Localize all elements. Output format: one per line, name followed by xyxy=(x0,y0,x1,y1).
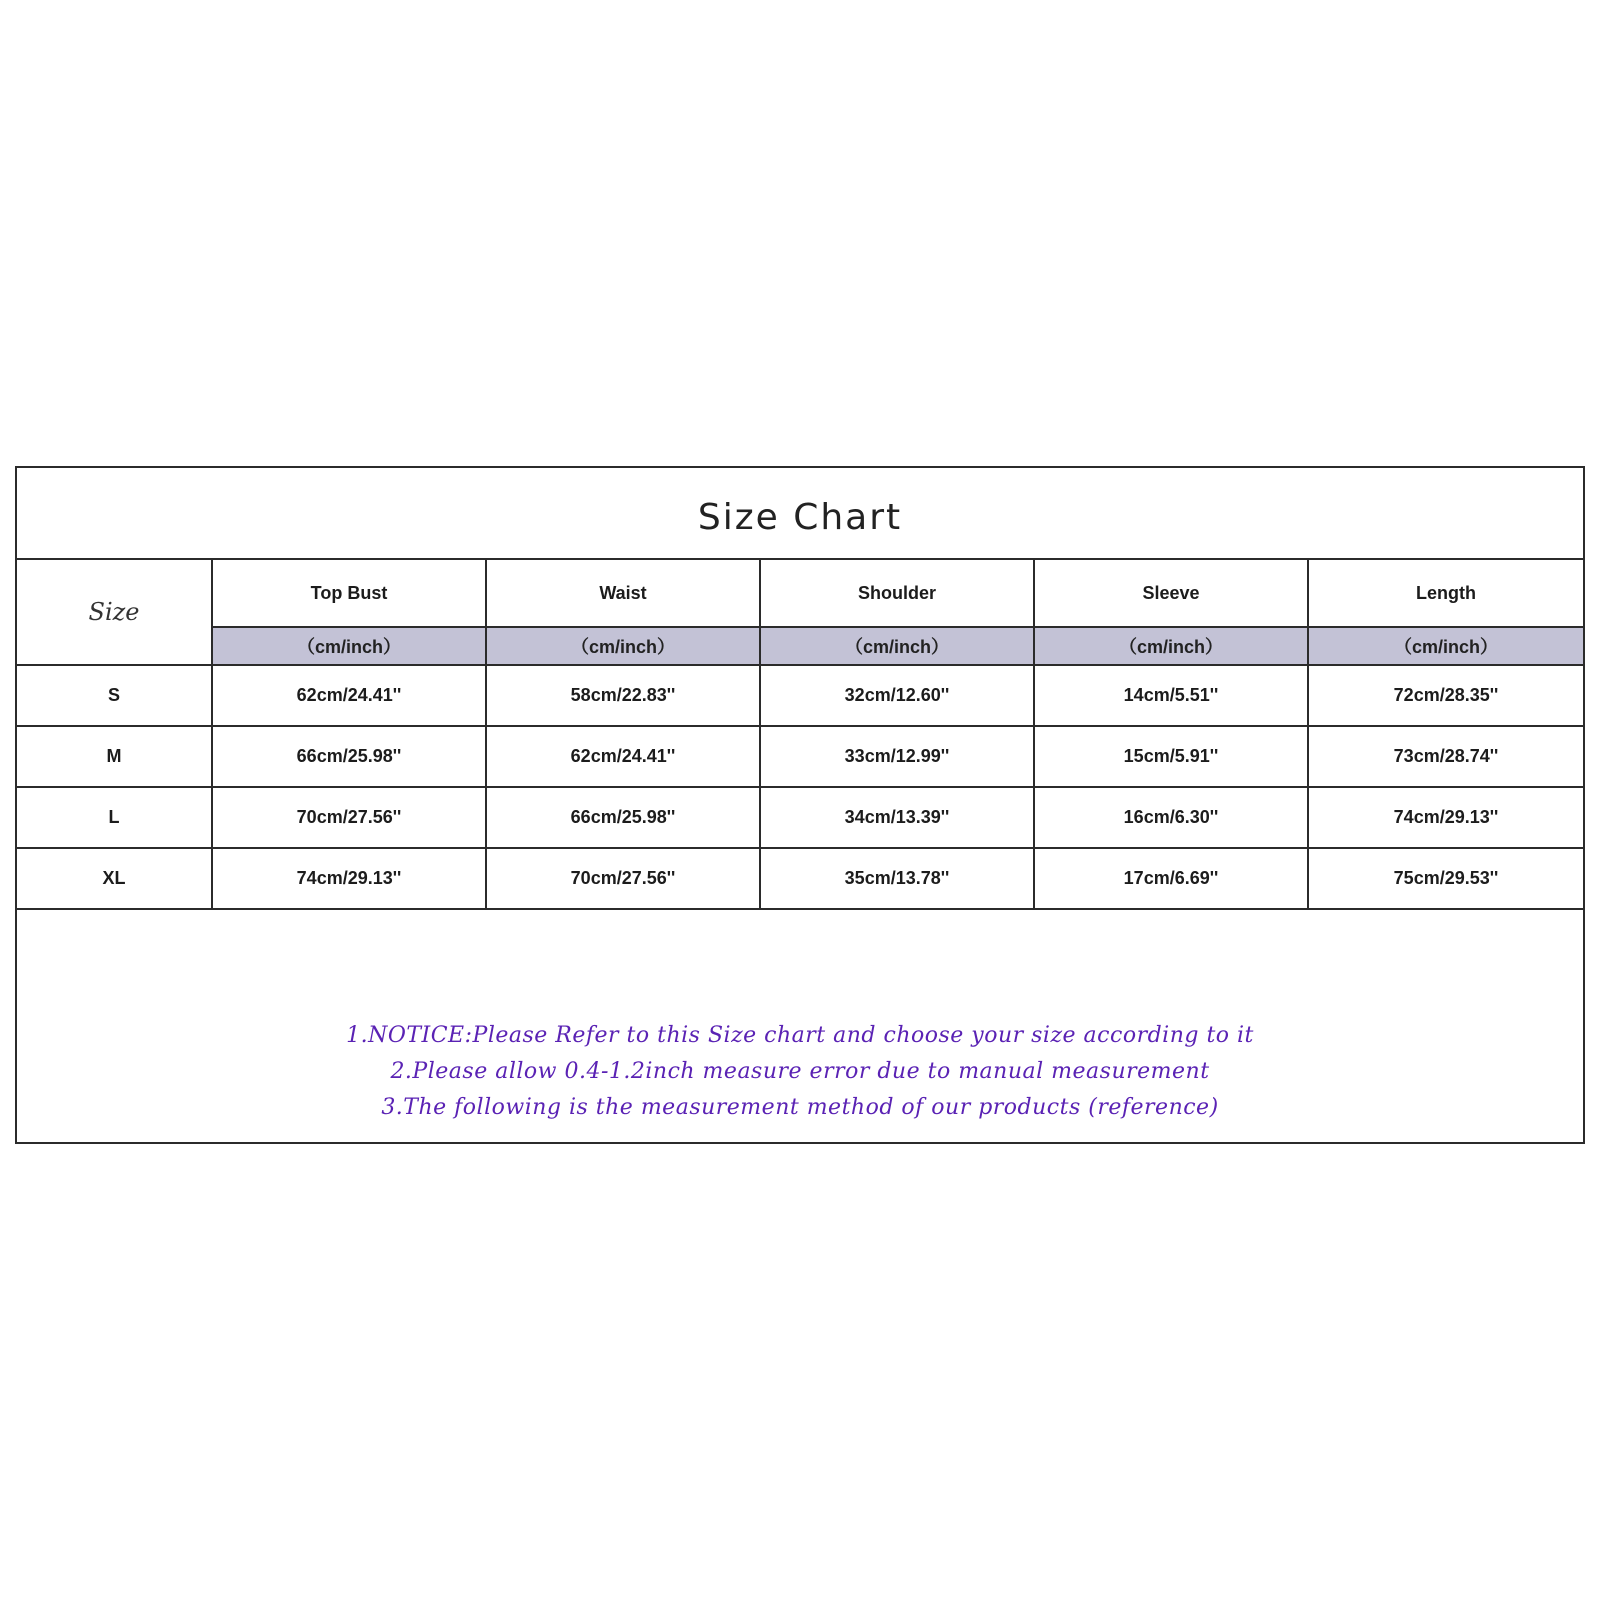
table-cell: 62cm/24.41'' xyxy=(212,665,486,726)
title-row xyxy=(17,468,1583,560)
table-row xyxy=(17,665,1583,726)
column-header-waist: Waist xyxy=(486,560,760,627)
size-table xyxy=(17,560,1583,910)
chart-title: Size Chart xyxy=(697,496,903,538)
note-line: 3.The following is the measurement method of our products (reference) xyxy=(381,1095,1219,1120)
column-header-top-bust: Top Bust xyxy=(212,560,486,627)
table-row xyxy=(17,726,1583,787)
table-cell: 74cm/29.13'' xyxy=(212,848,486,909)
unit-label: （cm/inch） xyxy=(1034,627,1308,665)
table-cell: 72cm/28.35'' xyxy=(1308,665,1583,726)
unit-label: （cm/inch） xyxy=(1308,627,1583,665)
size-chart xyxy=(15,466,1585,1144)
table-cell: 35cm/13.78'' xyxy=(760,848,1034,909)
size-label: L xyxy=(17,787,212,848)
unit-row xyxy=(17,627,1583,665)
table-cell: 17cm/6.69'' xyxy=(1034,848,1308,909)
note-line: 1.NOTICE:Please Refer to this Size chart and choose your size according to it xyxy=(346,1023,1254,1048)
table-cell: 33cm/12.99'' xyxy=(760,726,1034,787)
table-cell: 66cm/25.98'' xyxy=(486,787,760,848)
table-cell: 34cm/13.39'' xyxy=(760,787,1034,848)
unit-label: （cm/inch） xyxy=(760,627,1034,665)
table-cell: 62cm/24.41'' xyxy=(486,726,760,787)
header-row xyxy=(17,560,1583,627)
table-cell: 66cm/25.98'' xyxy=(212,726,486,787)
table-cell: 14cm/5.51'' xyxy=(1034,665,1308,726)
column-header-length: Length xyxy=(1308,560,1583,627)
table-cell: 32cm/12.60'' xyxy=(760,665,1034,726)
table-cell: 15cm/5.91'' xyxy=(1034,726,1308,787)
size-label: M xyxy=(17,726,212,787)
note-line: 2.Please allow 0.4-1.2inch measure error due to manual measurement xyxy=(390,1059,1210,1084)
unit-label: （cm/inch） xyxy=(486,627,760,665)
table-cell: 70cm/27.56'' xyxy=(212,787,486,848)
size-label: S xyxy=(17,665,212,726)
table-row xyxy=(17,787,1583,848)
table-cell: 70cm/27.56'' xyxy=(486,848,760,909)
table-row xyxy=(17,848,1583,909)
column-header-shoulder: Shoulder xyxy=(760,560,1034,627)
notes-section xyxy=(17,1002,1583,1142)
table-cell: 16cm/6.30'' xyxy=(1034,787,1308,848)
column-header-sleeve: Sleeve xyxy=(1034,560,1308,627)
unit-label: （cm/inch） xyxy=(212,627,486,665)
table-cell: 73cm/28.74'' xyxy=(1308,726,1583,787)
table-cell: 74cm/29.13'' xyxy=(1308,787,1583,848)
size-label: XL xyxy=(17,848,212,909)
size-column-header: Size xyxy=(17,560,212,665)
table-cell: 75cm/29.53'' xyxy=(1308,848,1583,909)
table-cell: 58cm/22.83'' xyxy=(486,665,760,726)
